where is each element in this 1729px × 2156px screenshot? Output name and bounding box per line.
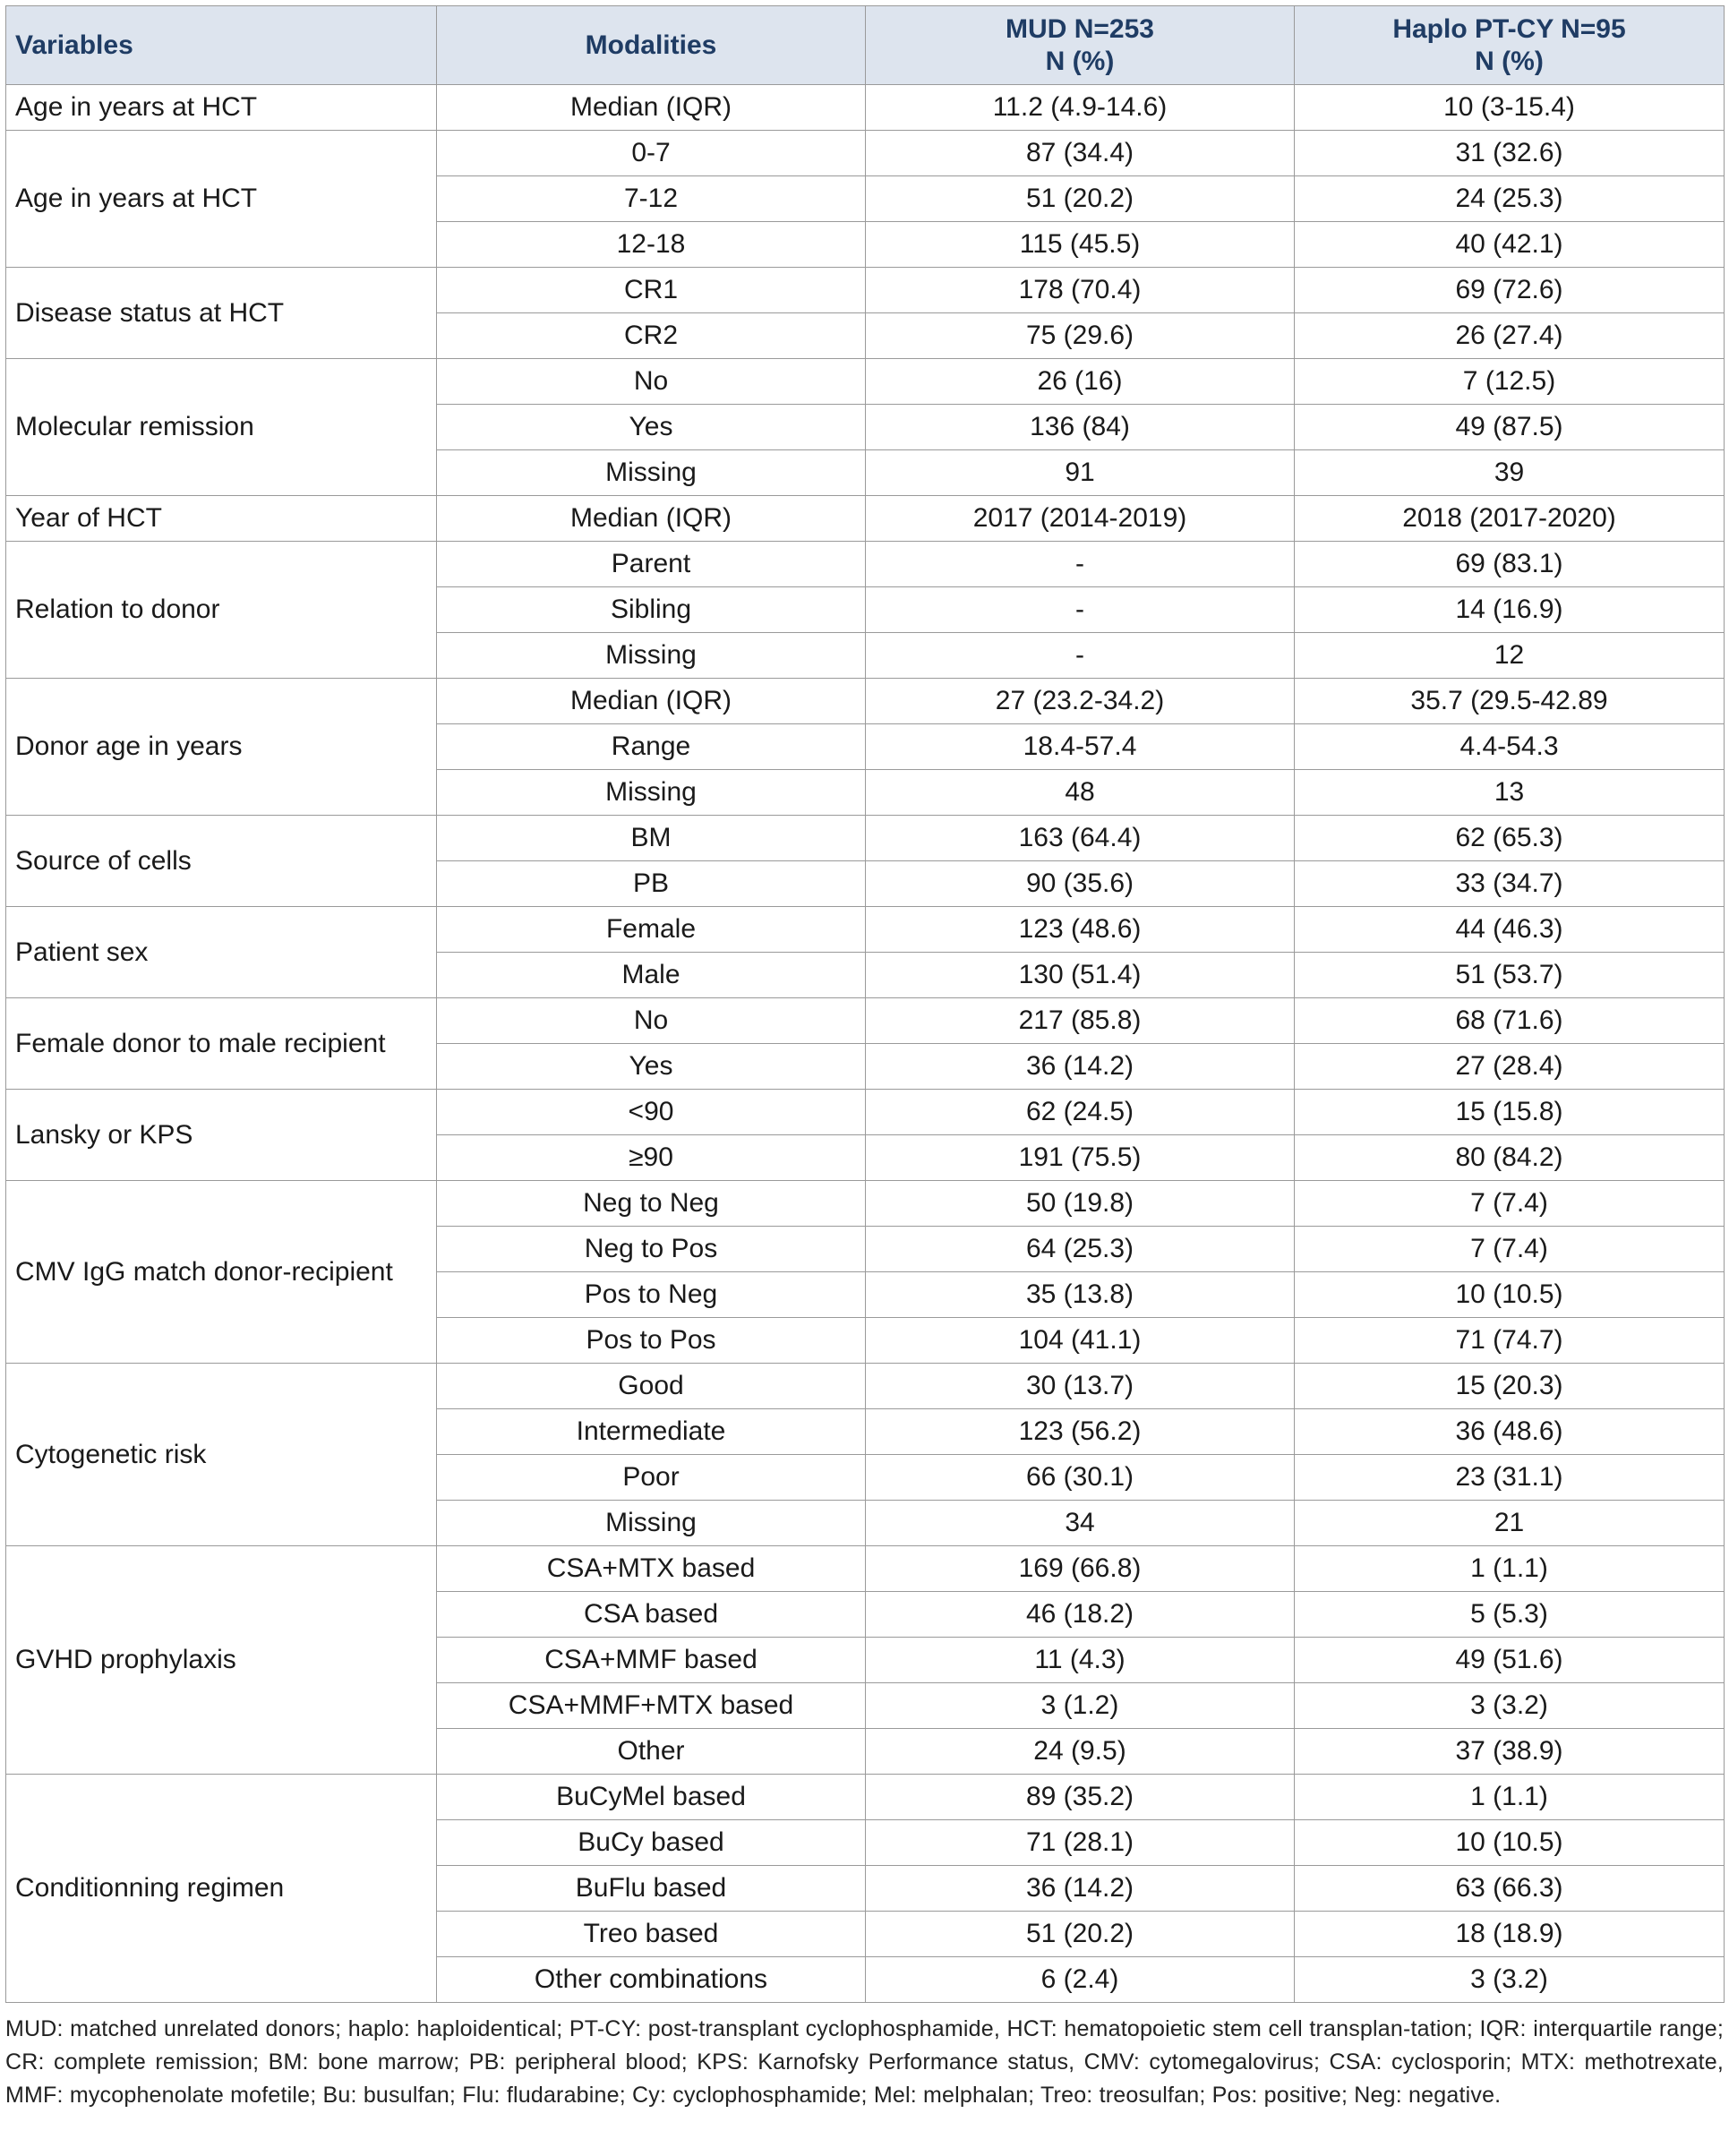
variable-cell: Donor age in years xyxy=(6,679,437,816)
variable-cell: Molecular remission xyxy=(6,359,437,496)
table-row xyxy=(6,359,1725,405)
modality-cell: Missing xyxy=(437,450,866,496)
table-row xyxy=(6,542,1725,587)
variable-cell: CMV IgG match donor-recipient xyxy=(6,1181,437,1364)
modality-cell: No xyxy=(437,359,866,405)
modality-cell: Range xyxy=(437,724,866,770)
mud-value-cell: 6 (2.4) xyxy=(866,1957,1295,2003)
mud-value-cell: 51 (20.2) xyxy=(866,176,1295,222)
mud-value-cell: - xyxy=(866,633,1295,679)
mud-value-cell: 115 (45.5) xyxy=(866,222,1295,268)
modality-cell: Pos to Pos xyxy=(437,1318,866,1364)
table-row xyxy=(6,1090,1725,1135)
haplo-value-cell: 40 (42.1) xyxy=(1295,222,1725,268)
haplo-value-cell: 37 (38.9) xyxy=(1295,1729,1725,1775)
mud-value-cell: 90 (35.6) xyxy=(866,861,1295,907)
modality-cell: Poor xyxy=(437,1455,866,1501)
mud-value-cell: 11.2 (4.9-14.6) xyxy=(866,85,1295,131)
haplo-value-cell: 14 (16.9) xyxy=(1295,587,1725,633)
mud-value-cell: 50 (19.8) xyxy=(866,1181,1295,1227)
haplo-value-cell: 7 (7.4) xyxy=(1295,1181,1725,1227)
variable-cell: Relation to donor xyxy=(6,542,437,679)
variable-cell: Patient sex xyxy=(6,907,437,998)
table-row xyxy=(6,268,1725,313)
mud-value-cell: 178 (70.4) xyxy=(866,268,1295,313)
table-row xyxy=(6,1775,1725,1820)
modality-cell: CSA+MTX based xyxy=(437,1546,866,1592)
modality-cell: Missing xyxy=(437,1501,866,1546)
haplo-value-cell: 1 (1.1) xyxy=(1295,1775,1725,1820)
header-haplo-title: Haplo PT-CY N=95 xyxy=(1392,13,1626,44)
haplo-value-cell: 71 (74.7) xyxy=(1295,1318,1725,1364)
haplo-value-cell: 49 (51.6) xyxy=(1295,1638,1725,1683)
variable-cell: Age in years at HCT xyxy=(6,131,437,268)
modality-cell: Yes xyxy=(437,1044,866,1090)
mud-value-cell: 104 (41.1) xyxy=(866,1318,1295,1364)
mud-value-cell: 46 (18.2) xyxy=(866,1592,1295,1638)
header-mud-title: MUD N=253 xyxy=(1006,13,1154,44)
table-row xyxy=(6,131,1725,176)
modality-cell: CSA+MMF+MTX based xyxy=(437,1683,866,1729)
haplo-value-cell: 3 (3.2) xyxy=(1295,1683,1725,1729)
mud-value-cell: - xyxy=(866,542,1295,587)
modality-cell: CSA based xyxy=(437,1592,866,1638)
mud-value-cell: 123 (56.2) xyxy=(866,1409,1295,1455)
modality-cell: 7-12 xyxy=(437,176,866,222)
modality-cell: BuFlu based xyxy=(437,1866,866,1912)
modality-cell: Yes xyxy=(437,405,866,450)
mud-value-cell: 30 (13.7) xyxy=(866,1364,1295,1409)
modality-cell: Treo based xyxy=(437,1912,866,1957)
mud-value-cell: 163 (64.4) xyxy=(866,816,1295,861)
variable-cell: GVHD prophylaxis xyxy=(6,1546,437,1775)
mud-value-cell: 2017 (2014-2019) xyxy=(866,496,1295,542)
header-haplo-unit: N (%) xyxy=(1475,46,1544,76)
modality-cell: CR2 xyxy=(437,313,866,359)
footnote: MUD: matched unrelated donors; haplo: haploidentical; PT-CY: post-transplant cyclophosphamide, HCT: hematopoietic stem cell transplan-tation; IQR: interquartile range; CR: complete remission; BM: bone marrow; PB: peripheral blood; KPS: Karnofsky Performance status, CMV: cytomegalovirus; CSA: cyclosporin; MTX: methotrexate, MMF: mycophenolate mofetile; Bu: busulfan; Flu: fludarabine; Cy: cyclophosphamide; Mel: melphalan; Treo: treosulfan; Pos: positive; Neg: negative. xyxy=(5,2016,1724,2108)
table-row xyxy=(6,1546,1725,1592)
modality-cell: BM xyxy=(437,816,866,861)
variable-cell: Disease status at HCT xyxy=(6,268,437,359)
haplo-value-cell: 51 (53.7) xyxy=(1295,953,1725,998)
haplo-value-cell: 24 (25.3) xyxy=(1295,176,1725,222)
baseline-characteristics-table xyxy=(5,5,1725,2003)
haplo-value-cell: 21 xyxy=(1295,1501,1725,1546)
modality-cell: Missing xyxy=(437,633,866,679)
mud-value-cell: 89 (35.2) xyxy=(866,1775,1295,1820)
haplo-value-cell: 44 (46.3) xyxy=(1295,907,1725,953)
table-row xyxy=(6,1364,1725,1409)
modality-cell: Other combinations xyxy=(437,1957,866,2003)
haplo-value-cell: 2018 (2017-2020) xyxy=(1295,496,1725,542)
table-row xyxy=(6,998,1725,1044)
haplo-value-cell: 62 (65.3) xyxy=(1295,816,1725,861)
haplo-value-cell: 49 (87.5) xyxy=(1295,405,1725,450)
haplo-value-cell: 26 (27.4) xyxy=(1295,313,1725,359)
haplo-value-cell: 10 (10.5) xyxy=(1295,1272,1725,1318)
modality-cell: CR1 xyxy=(437,268,866,313)
haplo-value-cell: 63 (66.3) xyxy=(1295,1866,1725,1912)
variable-cell: Lansky or KPS xyxy=(6,1090,437,1181)
mud-value-cell: 136 (84) xyxy=(866,405,1295,450)
variable-cell: Female donor to male recipient xyxy=(6,998,437,1090)
variable-cell: Year of HCT xyxy=(6,496,437,542)
mud-value-cell: 191 (75.5) xyxy=(866,1135,1295,1181)
haplo-value-cell: 15 (20.3) xyxy=(1295,1364,1725,1409)
modality-cell: Pos to Neg xyxy=(437,1272,866,1318)
header-mud xyxy=(866,6,1295,85)
modality-cell: ≥90 xyxy=(437,1135,866,1181)
table-row xyxy=(6,1181,1725,1227)
haplo-value-cell: 5 (5.3) xyxy=(1295,1592,1725,1638)
haplo-value-cell: 7 (12.5) xyxy=(1295,359,1725,405)
modality-cell: Neg to Neg xyxy=(437,1181,866,1227)
haplo-value-cell: 80 (84.2) xyxy=(1295,1135,1725,1181)
haplo-value-cell: 7 (7.4) xyxy=(1295,1227,1725,1272)
mud-value-cell: 3 (1.2) xyxy=(866,1683,1295,1729)
modality-cell: Intermediate xyxy=(437,1409,866,1455)
modality-cell: 12-18 xyxy=(437,222,866,268)
table-row xyxy=(6,907,1725,953)
modality-cell: Sibling xyxy=(437,587,866,633)
modality-cell: PB xyxy=(437,861,866,907)
modality-cell: Median (IQR) xyxy=(437,496,866,542)
modality-cell: Median (IQR) xyxy=(437,679,866,724)
modality-cell: 0-7 xyxy=(437,131,866,176)
mud-value-cell: 36 (14.2) xyxy=(866,1866,1295,1912)
mud-value-cell: 169 (66.8) xyxy=(866,1546,1295,1592)
haplo-value-cell: 69 (83.1) xyxy=(1295,542,1725,587)
header-row xyxy=(6,6,1725,85)
mud-value-cell: 26 (16) xyxy=(866,359,1295,405)
modality-cell: No xyxy=(437,998,866,1044)
mud-value-cell: - xyxy=(866,587,1295,633)
mud-value-cell: 51 (20.2) xyxy=(866,1912,1295,1957)
modality-cell: Male xyxy=(437,953,866,998)
mud-value-cell: 35 (13.8) xyxy=(866,1272,1295,1318)
haplo-value-cell: 10 (3-15.4) xyxy=(1295,85,1725,131)
table-container xyxy=(5,5,1724,2003)
mud-value-cell: 75 (29.6) xyxy=(866,313,1295,359)
haplo-value-cell: 10 (10.5) xyxy=(1295,1820,1725,1866)
mud-value-cell: 71 (28.1) xyxy=(866,1820,1295,1866)
haplo-value-cell: 12 xyxy=(1295,633,1725,679)
variable-cell: Cytogenetic risk xyxy=(6,1364,437,1546)
header-haplo xyxy=(1295,6,1725,85)
mud-value-cell: 130 (51.4) xyxy=(866,953,1295,998)
mud-value-cell: 11 (4.3) xyxy=(866,1638,1295,1683)
modality-cell: Other xyxy=(437,1729,866,1775)
mud-value-cell: 64 (25.3) xyxy=(866,1227,1295,1272)
mud-value-cell: 24 (9.5) xyxy=(866,1729,1295,1775)
haplo-value-cell: 1 (1.1) xyxy=(1295,1546,1725,1592)
haplo-value-cell: 36 (48.6) xyxy=(1295,1409,1725,1455)
modality-cell: BuCyMel based xyxy=(437,1775,866,1820)
table-row xyxy=(6,679,1725,724)
haplo-value-cell: 35.7 (29.5-42.89 xyxy=(1295,679,1725,724)
modality-cell: Neg to Pos xyxy=(437,1227,866,1272)
header-modalities: Modalities xyxy=(437,6,866,85)
mud-value-cell: 62 (24.5) xyxy=(866,1090,1295,1135)
variable-cell: Conditionning regimen xyxy=(6,1775,437,2003)
haplo-value-cell: 31 (32.6) xyxy=(1295,131,1725,176)
modality-cell: CSA+MMF based xyxy=(437,1638,866,1683)
mud-value-cell: 36 (14.2) xyxy=(866,1044,1295,1090)
haplo-value-cell: 4.4-54.3 xyxy=(1295,724,1725,770)
mud-value-cell: 18.4-57.4 xyxy=(866,724,1295,770)
modality-cell: Parent xyxy=(437,542,866,587)
mud-value-cell: 123 (48.6) xyxy=(866,907,1295,953)
haplo-value-cell: 15 (15.8) xyxy=(1295,1090,1725,1135)
table-row xyxy=(6,496,1725,542)
haplo-value-cell: 3 (3.2) xyxy=(1295,1957,1725,2003)
mud-value-cell: 66 (30.1) xyxy=(866,1455,1295,1501)
modality-cell: Female xyxy=(437,907,866,953)
variable-cell: Age in years at HCT xyxy=(6,85,437,131)
modality-cell: <90 xyxy=(437,1090,866,1135)
haplo-value-cell: 33 (34.7) xyxy=(1295,861,1725,907)
modality-cell: Good xyxy=(437,1364,866,1409)
mud-value-cell: 91 xyxy=(866,450,1295,496)
mud-value-cell: 34 xyxy=(866,1501,1295,1546)
variable-cell: Source of cells xyxy=(6,816,437,907)
haplo-value-cell: 68 (71.6) xyxy=(1295,998,1725,1044)
modality-cell: Median (IQR) xyxy=(437,85,866,131)
header-variables: Variables xyxy=(6,6,437,85)
table-body xyxy=(6,85,1725,2003)
modality-cell: BuCy based xyxy=(437,1820,866,1866)
haplo-value-cell: 18 (18.9) xyxy=(1295,1912,1725,1957)
mud-value-cell: 87 (34.4) xyxy=(866,131,1295,176)
haplo-value-cell: 23 (31.1) xyxy=(1295,1455,1725,1501)
table-row xyxy=(6,816,1725,861)
table-row xyxy=(6,85,1725,131)
mud-value-cell: 217 (85.8) xyxy=(866,998,1295,1044)
haplo-value-cell: 69 (72.6) xyxy=(1295,268,1725,313)
haplo-value-cell: 39 xyxy=(1295,450,1725,496)
mud-value-cell: 48 xyxy=(866,770,1295,816)
haplo-value-cell: 27 (28.4) xyxy=(1295,1044,1725,1090)
haplo-value-cell: 13 xyxy=(1295,770,1725,816)
modality-cell: Missing xyxy=(437,770,866,816)
mud-value-cell: 27 (23.2-34.2) xyxy=(866,679,1295,724)
header-mud-unit: N (%) xyxy=(1045,46,1115,76)
